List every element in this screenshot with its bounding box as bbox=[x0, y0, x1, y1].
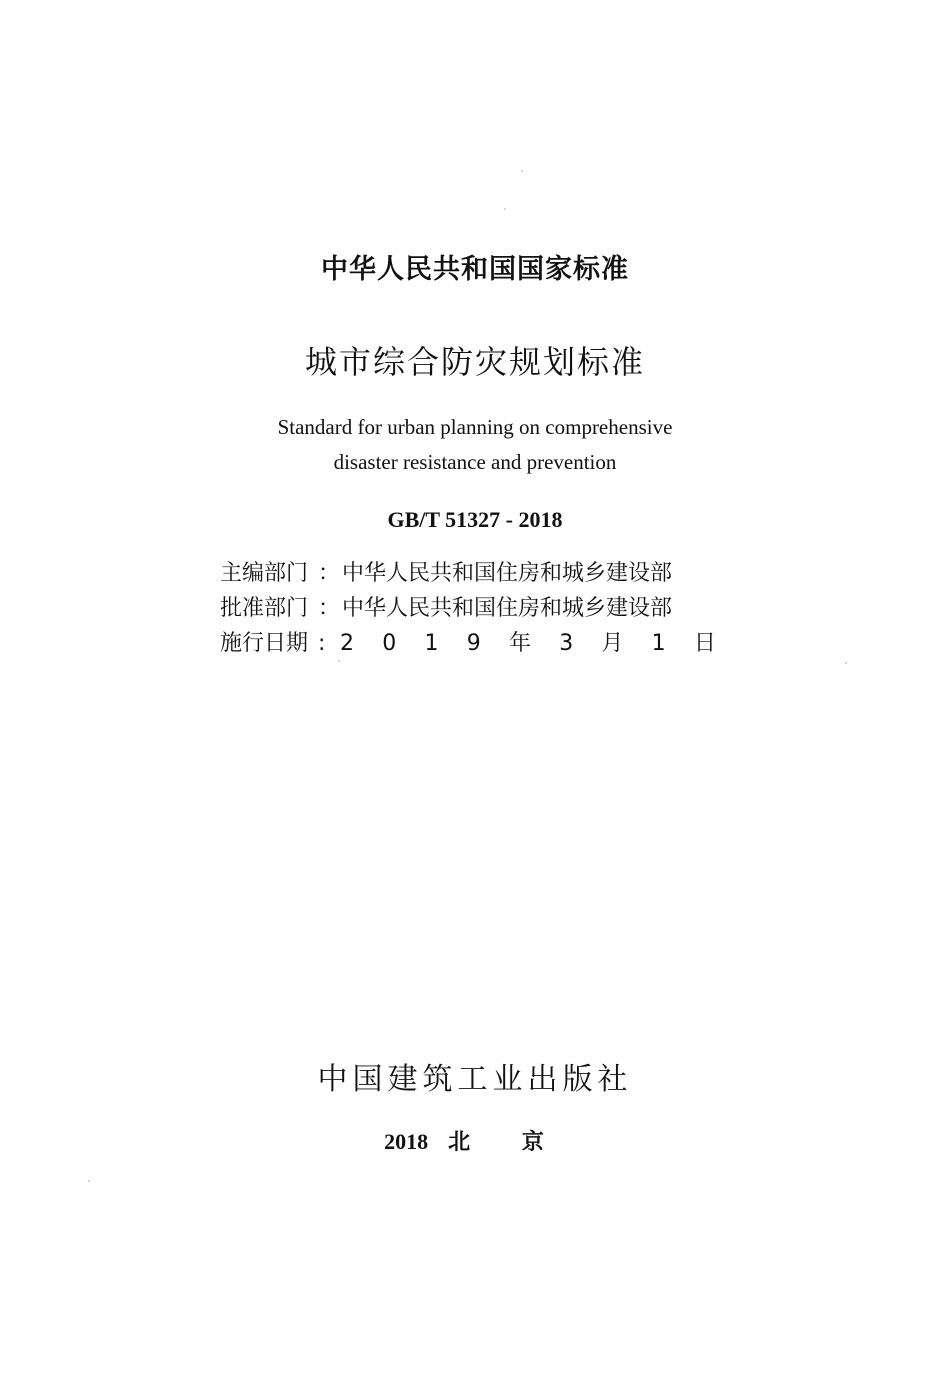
standard-metadata bbox=[220, 556, 740, 661]
date-char: 2 bbox=[340, 631, 354, 656]
approver-value: 中华人民共和国住房和城乡建设部 bbox=[342, 596, 673, 621]
editor-value: 中华人民共和国住房和城乡建设部 bbox=[342, 561, 673, 586]
title-english-line-1: Standard for urban planning on comprehensive bbox=[277, 415, 673, 439]
date-char: 年 bbox=[508, 631, 531, 656]
date-char: 0 bbox=[382, 631, 397, 656]
effective-date-label: 施行日期 bbox=[220, 631, 309, 656]
effective-date-colon: : bbox=[318, 631, 326, 656]
publication-year: 2018 bbox=[384, 1129, 429, 1154]
approver-label: 批准部门 bbox=[220, 596, 309, 621]
approver-row bbox=[220, 591, 740, 626]
date-char: 1 bbox=[424, 631, 439, 656]
standard-heading: 中华人民共和国国家标准 bbox=[321, 254, 629, 285]
publisher-name: 中国建筑工业出版社 bbox=[317, 1062, 633, 1097]
scan-speck bbox=[338, 660, 340, 662]
publication-line bbox=[0, 1125, 950, 1160]
editor-row bbox=[220, 556, 740, 591]
date-char: 3 bbox=[559, 631, 574, 656]
date-char: 9 bbox=[466, 631, 481, 656]
scan-speck bbox=[504, 208, 506, 210]
effective-date-value bbox=[340, 626, 716, 661]
scan-speck bbox=[845, 662, 847, 664]
standard-code: GB/T 51327 - 2018 bbox=[387, 507, 563, 532]
title-chinese: 城市综合防灾规划标准 bbox=[304, 343, 645, 381]
date-char: 1 bbox=[651, 631, 666, 656]
editor-label: 主编部门 bbox=[220, 561, 309, 586]
date-char: 日 bbox=[693, 631, 716, 656]
approver-colon: ： bbox=[318, 596, 341, 621]
date-char: 月 bbox=[601, 631, 624, 656]
title-english-line-2: disaster resistance and prevention bbox=[333, 450, 617, 474]
publication-city: 北 京 bbox=[448, 1130, 566, 1155]
effective-date-row bbox=[220, 626, 740, 661]
scan-speck bbox=[521, 170, 523, 172]
editor-colon: ： bbox=[318, 561, 341, 586]
scan-speck bbox=[88, 1180, 90, 1182]
